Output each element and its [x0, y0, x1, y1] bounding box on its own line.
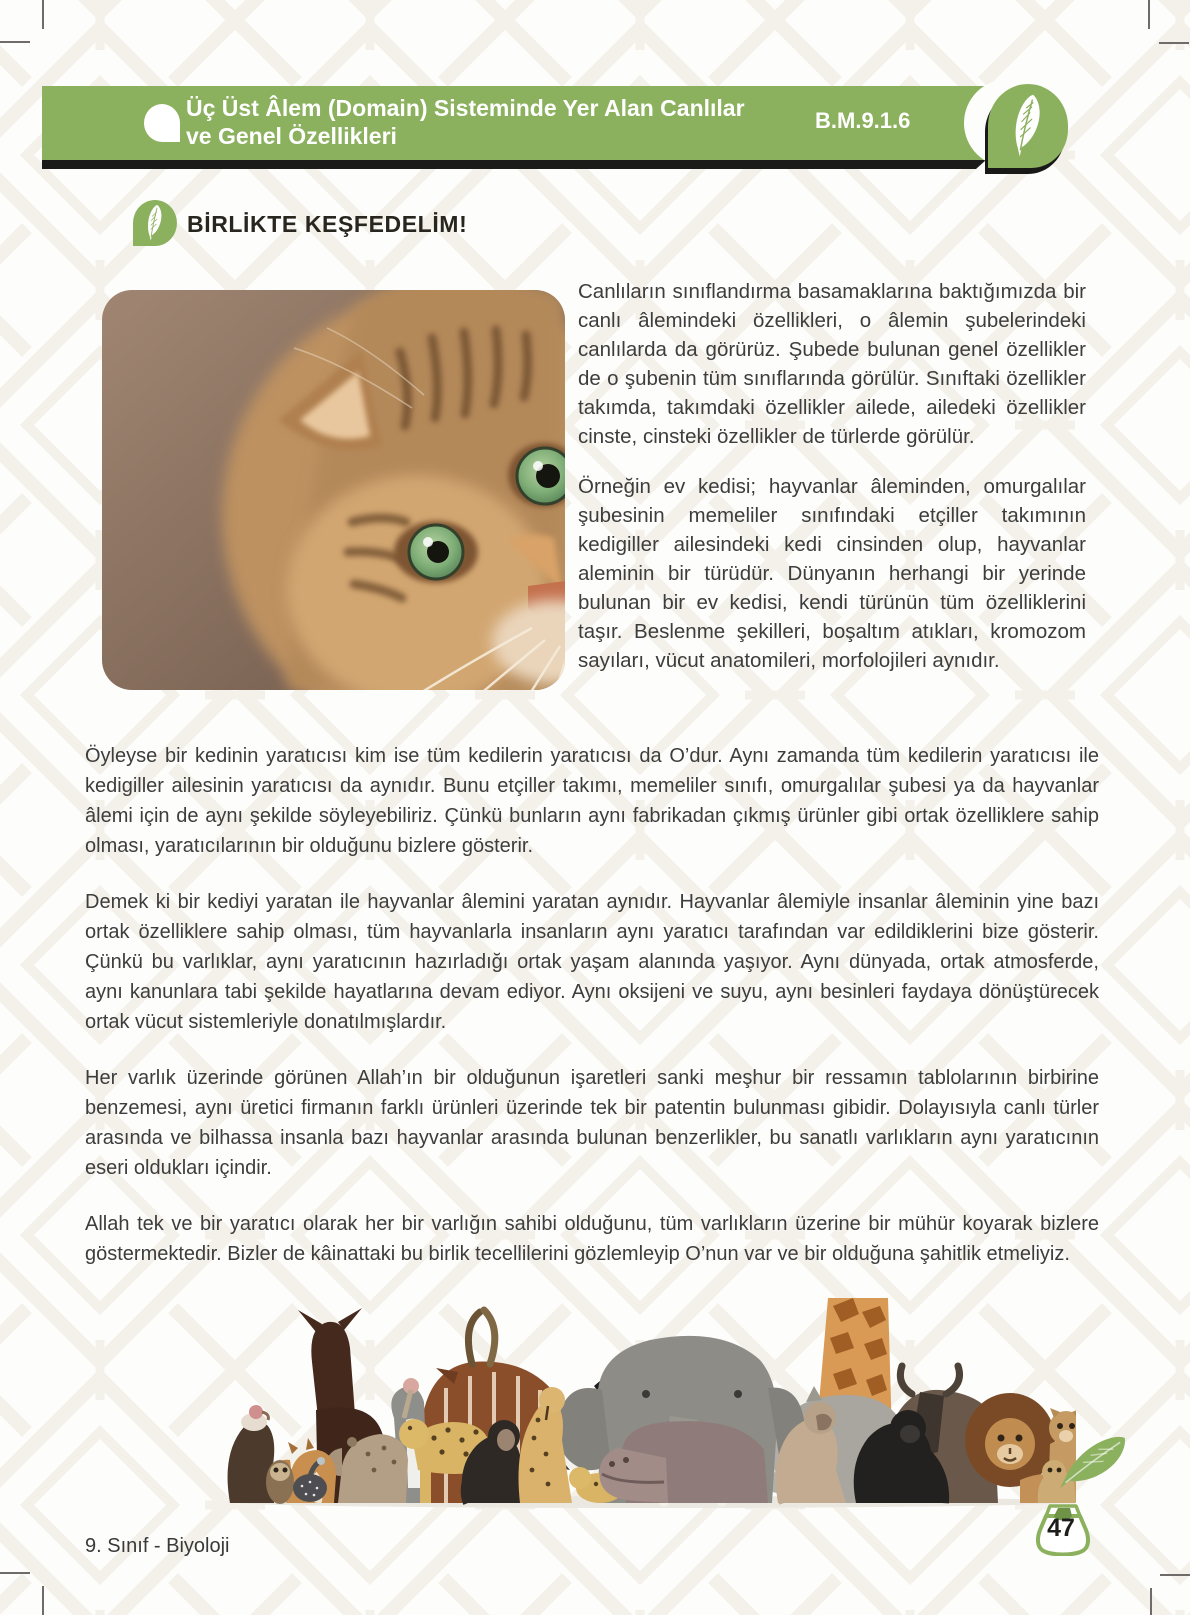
chapter-title — [186, 94, 786, 150]
page-number: 47 — [1047, 1514, 1075, 1542]
leaf-drop-icon — [144, 104, 180, 142]
chapter-header-bar — [42, 86, 1002, 160]
paragraph: Allah tek ve bir yaratıcı olarak her bir varlığın sahibi olduğunu, tüm varlıkların üzerine bir mühür koyarak bizlere göstermektedir. Bizler de kâinattaki bu birlik tecellilerini gözlemleyip O’nun var ve bir olduğuna şahitlik etmeliyiz. — [85, 1213, 1099, 1265]
crop-mark — [42, 1586, 44, 1615]
body-text — [85, 741, 1099, 1295]
feather-icon — [1004, 91, 1053, 161]
feather-bullet-icon — [133, 200, 177, 246]
crop-mark — [0, 1572, 30, 1574]
owl — [266, 1460, 294, 1504]
paragraph: Canlıların sınıflandırma basamaklarına baktığımızda bir canlı âlemindeki özellikleri, o âlemin şubelerindeki canlılarda da görürüz. Şubede bulunan genel özellikler de o şubenin tüm sınıflarında görülür. Sınıftaki özellikler takımda, takımdaki özellikler ailede, ailedeki özellikler cinste, cinsteki özellikler de türlerde görülür. — [578, 280, 1086, 448]
feather-icon — [140, 203, 169, 244]
page-number-badge — [1030, 1418, 1140, 1556]
paragraph: Örneğin ev kedisi; hayvanlar âleminden, omurgalılar şubesinin memeliler sınıfındaki etçiller takımının kedigiller ailesindeki kedi cinsinden olup, hayvanlar aleminin bir türüdür. Dünyanın herhangi bir yerinde bulunan bir ev kedisi, kendi türünün tüm özelliklerini taşır. Beslenme şekilleri, boşaltım atıkları, kromozom sayıları, vücut anatomileri, morfolojileri aynıdır. — [578, 475, 1086, 672]
paragraph: Öyleyse bir kedinin yaratıcısı kim ise tüm kedilerin yaratıcısı da O’dur. Aynı zamanda tüm kedilerin yaratıcısı ile kedigiller ailesinin yaratıcısı da aynıdır. Bunu etçiller takımı, memeliler sınıfı, omurgalılar şubesi ya da hayvanlar âlemi için de aynı şekilde söyleyebiliriz. Çünkü bunların aynı fabrikadan çıkmış ürünler gibi ortak özelliklere sahip olması, yaratıcılarının bir olduğunu bizlere gösterir. — [85, 745, 1099, 857]
crop-mark — [42, 0, 44, 29]
crop-mark — [1148, 0, 1150, 29]
intro-column-text — [578, 277, 1086, 696]
crop-mark — [0, 41, 30, 43]
animals-photo — [218, 1298, 1076, 1508]
header-underline — [42, 160, 986, 169]
feather-badge — [988, 84, 1068, 168]
paragraph: Demek ki bir kediyi yaratan ile hayvanlar âlemini yaratan aynıdır. Hayvanlar âlemiyle insanlar âleminin yine bazı ortak özelliklere sahip olması, tüm hayvanlarla insanların aynı yaratıcı tarafından var edildiklerini bize gösterir. Çünkü bu varlıklar, aynı yaratıcının hazırladığı ortak yaşam alanında yaşıyor. Aynı dünyada, ortak atmosferde, aynı kanunlara tabi şekilde hayatlarına devam ediyor. Aynı oksijeni ve suyu, aynı besinleri faydaya dönüştürecek ortak vücut sistemleriyle donatılmışlardır. — [85, 891, 1099, 1033]
curriculum-code: B.M.9.1.6 — [815, 108, 911, 133]
course-label: 9. Sınıf - Biyoloji — [85, 1535, 230, 1557]
quill-icon — [1058, 1422, 1130, 1506]
crop-mark — [1159, 42, 1189, 44]
section-heading: BİRLİKTE KEŞFEDELİM! — [187, 211, 468, 237]
chapter-title-line1: Üç Üst Âlem (Domain) Sisteminde Yer Alan Canlılar — [186, 95, 745, 121]
cat-photo — [102, 290, 565, 690]
paragraph: Her varlık üzerinde görünen Allah’ın bir olduğunun işaretleri sanki meşhur bir ressamın tablolarının birbirine benzemesi, aynı üretici firmanın farklı ürünleri üzerinde tek bir patentin bulunması gibidir. Dolayısıyla canlı türler arasında ve bilhassa insanla bazı hayvanlar arasında bulunan benzerlikler, bu sanatlı varlıkların aynı yaratıcının eseri oldukları içindir. — [85, 1067, 1099, 1179]
crop-mark — [1150, 1588, 1152, 1615]
crop-mark — [1160, 1574, 1190, 1576]
chapter-title-line2: ve Genel Özellikleri — [186, 123, 397, 149]
